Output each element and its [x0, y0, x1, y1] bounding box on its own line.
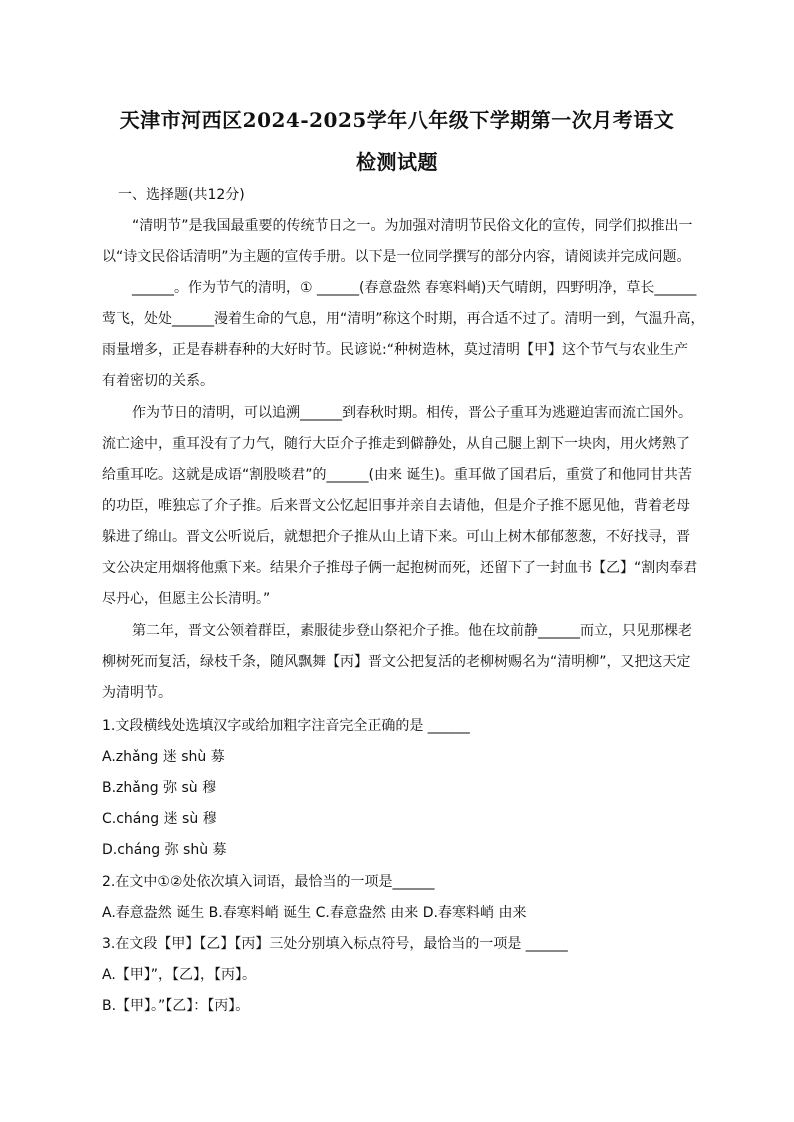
question-3: 3.在文段【甲】【乙】【丙】三处分别填入标点符号，最恰当的一项是 ______: [102, 936, 568, 952]
text-line: 尽丹心，但愿主公长清明。”: [102, 591, 271, 607]
page-title: 天津市河西区2024-2025学年八年级下学期第一次月考语文: [119, 108, 675, 132]
text-line: 柳树死而复活，绿枝千条，随风飘舞【丙】晋文公把复活的老柳树赐名为“清明柳”，又把这天定: [102, 654, 691, 670]
text-line: 莺飞，处处______漫着生命的气息，用“清明”称这个时期，再合适不过了。清明一到，气温升高，: [102, 311, 705, 327]
options-2: A.春意盎然 诞生 B.春寒料峭 诞生 C.春意盎然 由来 D.春寒料峭 由来: [102, 905, 527, 921]
text-line: 的功臣，唯独忘了介子推。后来晋文公忆起旧事并亲自去请他，但是介子推不愿见他，背着老母: [102, 498, 690, 514]
text-line: 躲进了绵山。晋文公听说后，就想把介子推从山上请下来。可山上树木郁郁葱葱，不好找寻，晋: [102, 529, 690, 545]
option-1b: B.zhǎng 弥 sù 穆: [102, 780, 217, 796]
text-line: 流亡途中，重耳没有了力气，随行大臣介子推走到僻静处，从自己腿上割下一块肉，用火烤熟了: [102, 436, 690, 452]
text-line: “清明节”是我国最重要的传统节日之一。为加强对清明节民俗文化的宣传，同学们拟推出一: [132, 218, 693, 234]
text-line: 给重耳吃。这就是成语“割股啖君”的______(由来 诞生)。重耳做了国君后，重赏了和他同甘共苦: [102, 467, 692, 483]
option-1d: D.cháng 弥 shù 募: [102, 842, 227, 858]
text-line: 作为节日的清明，可以追溯______到春秋时期。相传，晋公子重耳为逃避迫害而流亡国外。: [132, 405, 692, 421]
text-line: 文公决定用烟将他熏下来。结果介子推母子俩一起抱树而死，还留下了一封血书【乙】“割肉奉君: [102, 560, 698, 576]
option-3a: A.【甲】”，【乙】，【丙】。: [102, 967, 257, 983]
option-1c: C.cháng 迷 sù 穆: [102, 811, 217, 827]
page-subtitle: 检测试题: [356, 150, 438, 174]
section-heading: 一、选择题(共12分): [118, 187, 245, 203]
text-line: 以“诗文民俗话清明”为主题的宣传手册。以下是一位同学撰写的部分内容，请阅读并完成问题。: [102, 249, 691, 265]
text-line: 第二年，晋文公领着群臣，素服徒步登山祭祀介子推。他在坟前静______而立，只见那棵老: [132, 623, 692, 639]
question-1: 1.文段横线处选填汉字或给加粗字注音完全正确的是 ______: [102, 718, 470, 734]
text-line: 雨量增多，正是春耕春种的大好时节。民谚说:“种树造林，莫过清明【甲】这个节气与农业生产: [102, 342, 688, 358]
text-line: ______。作为节气的清明，① ______(春意盎然 春寒料峭)天气晴朗，四野明净，草长______: [132, 280, 697, 296]
text-line: 为清明节。: [102, 685, 172, 701]
option-1a: A.zhǎng 迷 shù 募: [102, 749, 225, 765]
text-line: 有着密切的关系。: [102, 373, 214, 389]
question-2: 2.在文中①②处依次填入词语，最恰当的一项是______: [102, 874, 435, 890]
option-3b: B.【甲】。”【乙】：【丙】。: [102, 998, 250, 1014]
